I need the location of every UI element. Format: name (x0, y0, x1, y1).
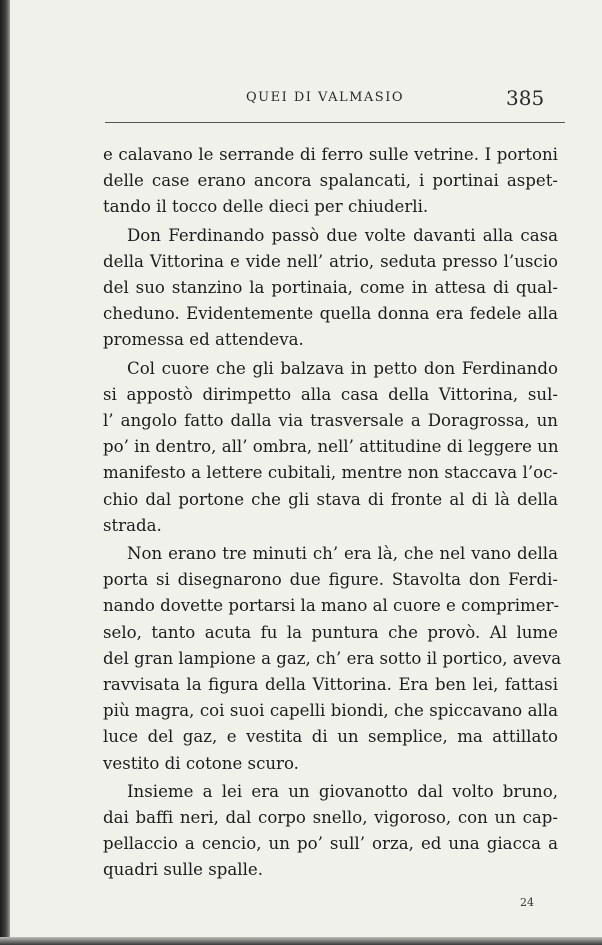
text-line: l’ angolo fatto dalla via trasversale a Doragrossa, un (103, 411, 558, 431)
text-line: chio dal portone che gli stava di fronte al di là della (103, 489, 558, 509)
page-bottom-edge (0, 937, 602, 945)
paragraph (103, 541, 562, 777)
text-line: più magra, coi suoi capelli biondi, che spiccavano alla (103, 701, 558, 721)
body-text (103, 142, 562, 884)
text-line: si appostò dirimpetto alla casa della Vittorina, sul- (103, 384, 558, 404)
text-line: luce del gaz, e vestita di un semplice, ma attillato (103, 727, 558, 747)
text-line: quadri sulle spalle. (103, 860, 263, 880)
text-line: nando dovette portarsi la mano al cuore e comprimer- (103, 596, 560, 616)
text-line: Don Ferdinando passò due volte davanti alla casa (127, 225, 558, 245)
text-line: po’ in dentro, all’ ombra, nell’ attitudine di leggere un (103, 437, 559, 457)
text-line: dai baffi neri, dal corpo snello, vigoroso, con un cap- (103, 808, 558, 828)
text-line: Insieme a lei era un giovanotto dal volto bruno, (127, 781, 558, 801)
text-line: Non erano tre minuti ch’ era là, che nel vano della (127, 544, 558, 564)
text-line: porta si disegnarono due figure. Stavolta don Ferdi- (103, 570, 558, 590)
text-line: selo, tanto acuta fu la puntura che provò. Al lume (103, 622, 558, 642)
text-line: Col cuore che gli balzava in petto don Ferdinando (127, 358, 558, 378)
text-line: e calavano le serrande di ferro sulle vetrine. I portoni (103, 145, 558, 164)
text-line: pellaccio a cencio, un po’ sull’ orza, ed una giacca a (103, 834, 558, 854)
header-rule (105, 122, 565, 123)
text-line: del suo stanzino la portinaia, come in attesa di qual- (103, 278, 558, 298)
text-line: della Vittorina e vide nell’ atrio, seduta presso l’uscio (103, 251, 558, 271)
paragraph (103, 142, 558, 221)
page-left-edge (0, 0, 10, 945)
text-line: promessa ed attendeva. (103, 330, 304, 350)
text-line: ravvisata la figura della Vittorina. Era ben lei, fattasi (103, 675, 558, 695)
signature-mark: 24 (520, 896, 534, 909)
text-line: del gran lampione a gaz, ch’ era sotto il portico, aveva (103, 648, 562, 668)
book-page (10, 0, 602, 945)
text-line: manifesto a lettere cubitali, mentre non staccava l’oc- (103, 463, 558, 483)
paragraph (103, 223, 558, 354)
text-line: delle case erano ancora spalancati, i portinai aspet- (103, 171, 558, 191)
running-title: QUEI DI VALMASIO (246, 90, 404, 105)
paragraph (103, 779, 558, 884)
paragraph (103, 356, 558, 539)
text-line: cheduno. Evidentemente quella donna era fedele alla (103, 304, 558, 324)
text-line: vestito di cotone scuro. (103, 753, 299, 773)
text-line: strada. (103, 515, 162, 535)
text-line: tando il tocco delle dieci per chiuderli. (103, 197, 429, 217)
page-number: 385 (506, 86, 545, 110)
